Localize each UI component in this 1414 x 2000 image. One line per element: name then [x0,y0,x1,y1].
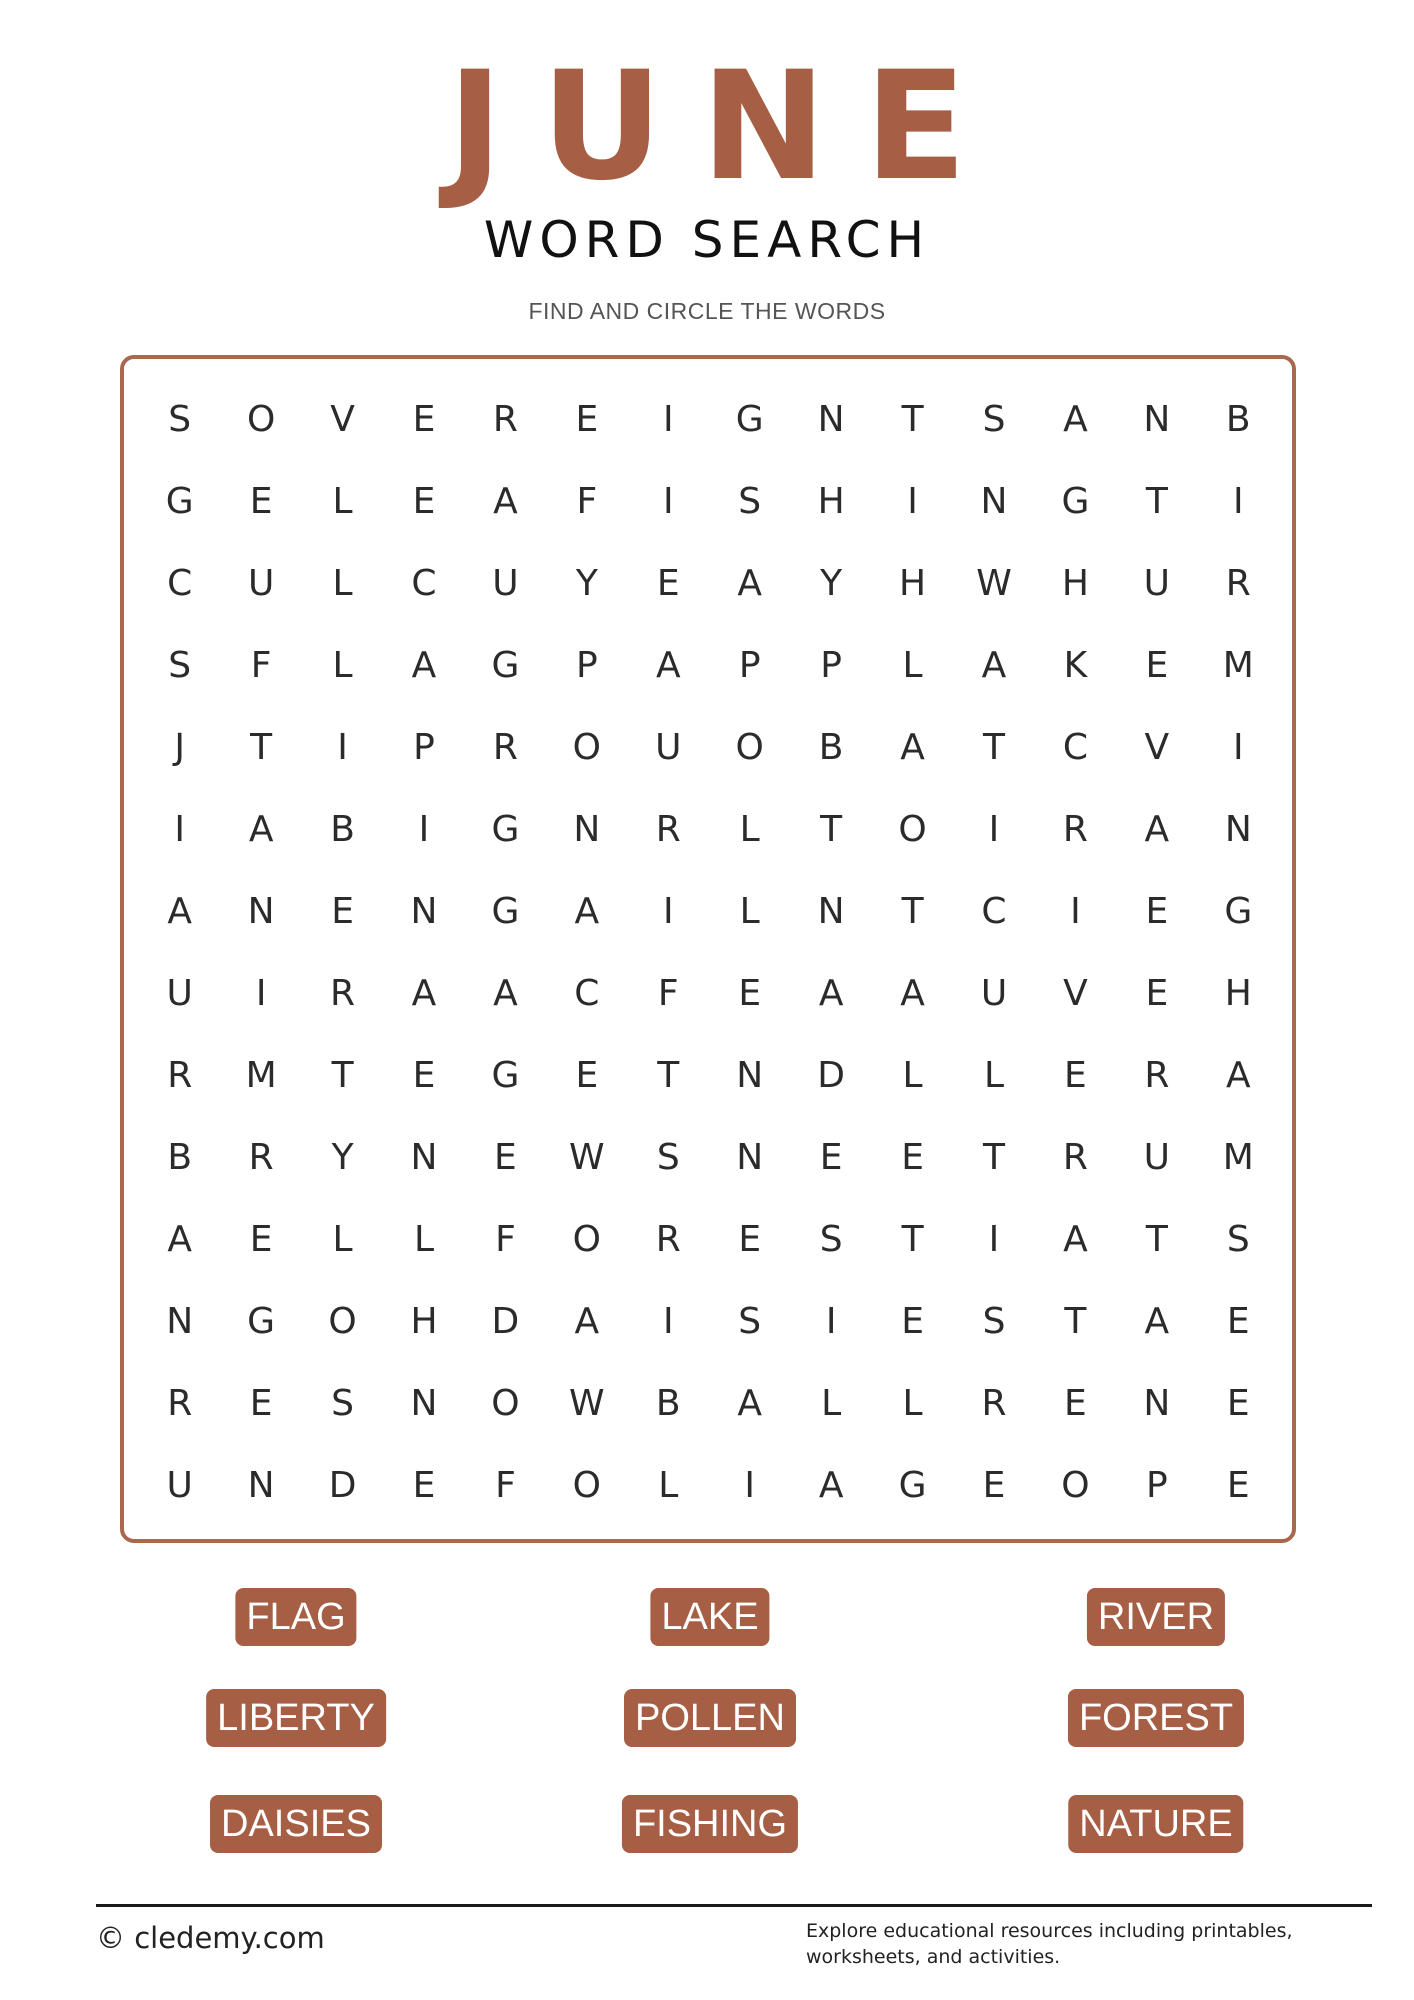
letter-grid [139,378,1279,1526]
grid-cell[interactable]: L [332,480,353,522]
grid-cell[interactable]: S [738,480,762,522]
grid-cell[interactable]: N [1224,808,1252,850]
grid-cell[interactable]: N [980,480,1008,522]
word-chip: FLAG [235,1588,356,1646]
grid-cell[interactable]: R [167,1382,193,1424]
grid-cell[interactable]: U [247,562,275,604]
grid-cell[interactable]: I [988,808,1000,850]
grid-cell[interactable]: I [662,480,674,522]
word-chip: RIVER [1087,1588,1225,1646]
grid-cell[interactable]: L [413,1218,435,1260]
grid-cell[interactable]: E [1226,1300,1250,1342]
grid-cell[interactable]: A [900,726,925,768]
grid-cell[interactable]: O [491,1382,520,1424]
grid-cell[interactable]: E [1064,1382,1087,1424]
grid-cell[interactable]: P [575,644,598,686]
grid-cell[interactable]: P [413,726,435,768]
grid-cell[interactable]: E [1064,1054,1087,1096]
grid-cell[interactable]: I [662,1300,674,1342]
grid-cell[interactable]: R [1144,1054,1170,1096]
grid-cell[interactable]: U [1143,1136,1171,1178]
grid-cell[interactable]: A [737,1382,763,1424]
grid-cell[interactable]: A [900,972,925,1014]
grid-cell[interactable]: B [655,1382,681,1424]
grid-cell[interactable]: L [739,808,760,850]
grid-cell[interactable]: A [1144,808,1170,850]
grid-cell[interactable]: E [1226,1464,1250,1506]
grid-cell[interactable]: A [1144,1300,1170,1342]
grid-cell[interactable]: G [491,890,520,932]
grid-cell[interactable]: G [1061,480,1090,522]
grid-cell[interactable]: R [1062,808,1088,850]
grid-cell[interactable]: A [167,890,193,932]
grid-cell[interactable]: I [255,972,267,1014]
grid-cell[interactable]: O [735,726,764,768]
grid-cell[interactable]: E [412,480,436,522]
grid-cell[interactable]: P [820,644,842,686]
grid-cell[interactable]: B [167,1136,193,1178]
grid-cell[interactable]: R [492,398,518,440]
grid-cell[interactable]: F [250,644,272,686]
word-chip: LIBERTY [206,1689,386,1747]
grid-cell[interactable]: O [572,726,602,768]
grid-cell[interactable]: M [245,1054,277,1096]
grid-cell[interactable]: A [574,890,600,932]
grid-cell[interactable]: A [655,644,681,686]
grid-cell[interactable]: E [901,1136,924,1178]
grid-cell[interactable]: U [166,972,193,1014]
grid-cell[interactable]: H [1061,562,1089,604]
grid-cell[interactable]: L [902,1054,923,1096]
grid-cell[interactable]: E [819,1136,843,1178]
grid-cell[interactable]: E [575,1054,599,1096]
grid-cell[interactable]: N [736,1054,764,1096]
grid-cell[interactable]: H [410,1300,438,1342]
grid-cell[interactable]: U [166,1464,193,1506]
grid-cell[interactable]: R [492,726,518,768]
grid-cell[interactable]: S [168,398,192,440]
grid-cell[interactable]: A [1063,1218,1088,1260]
grid-cell[interactable]: A [167,1218,193,1260]
grid-cell[interactable]: T [1064,1300,1087,1342]
grid-cell[interactable]: N [817,890,845,932]
grid-cell[interactable]: B [1225,398,1251,440]
grid-cell[interactable]: L [332,644,353,686]
grid-cell[interactable]: Y [820,562,843,604]
grid-cell[interactable]: T [901,398,924,440]
grid-cell[interactable]: I [907,480,918,522]
grid-cell[interactable]: A [737,562,763,604]
grid-cell[interactable]: L [658,1464,679,1506]
grid-cell[interactable]: C [411,562,437,604]
grid-cell[interactable]: S [982,398,1006,440]
grid-cell[interactable]: E [494,1136,517,1178]
grid-cell[interactable]: B [818,726,844,768]
grid-cell[interactable]: I [1232,726,1244,768]
grid-cell[interactable]: N [410,1136,438,1178]
grid-cell[interactable]: R [655,1218,681,1260]
grid-cell[interactable]: P [738,644,761,686]
grid-cell[interactable]: G [247,1300,276,1342]
grid-cell[interactable]: N [736,1136,764,1178]
grid-cell[interactable]: E [575,398,599,440]
grid-cell[interactable]: G [898,1464,927,1506]
instructions-text: FIND AND CIRCLE THE WORDS [528,298,886,324]
grid-cell[interactable]: T [250,726,273,768]
grid-cell[interactable]: J [174,726,186,768]
grid-cell[interactable]: N [166,1300,194,1342]
grid-cell[interactable]: E [412,1054,436,1096]
grid-cell[interactable]: T [657,1054,680,1096]
grid-cell[interactable]: L [902,644,923,686]
grid-cell[interactable]: H [899,562,927,604]
grid-cell[interactable]: S [331,1382,354,1424]
grid-cell[interactable]: L [739,890,760,932]
word-chip: NATURE [1068,1795,1243,1853]
grid-cell[interactable]: G [491,1054,520,1096]
grid-cell[interactable]: S [1226,1218,1250,1260]
grid-cell[interactable]: C [981,890,1007,932]
grid-cell[interactable]: E [1145,890,1169,932]
grid-cell[interactable]: N [573,808,601,850]
grid-cell[interactable]: O [328,1300,357,1342]
grid-cell[interactable]: E [738,1218,762,1260]
word-chip: LAKE [650,1588,769,1646]
grid-cell[interactable]: I [174,808,186,850]
page-title: JUNE [447,40,1005,214]
grid-cell[interactable]: B [330,808,355,850]
grid-cell[interactable]: U [1143,562,1171,604]
grid-cell[interactable]: P [1145,1464,1168,1506]
grid-cell[interactable]: N [1143,1382,1171,1424]
footer-tagline: Explore educational resources including printables, worksheets, and activities. [806,1920,1293,1968]
grid-cell[interactable]: W [976,562,1012,604]
grid-cell[interactable]: A [981,644,1007,686]
grid-cell[interactable]: E [1145,972,1169,1014]
grid-cell[interactable]: L [902,1382,923,1424]
grid-cell[interactable]: C [167,562,193,604]
grid-cell[interactable]: O [572,1218,602,1260]
grid-cell[interactable]: N [247,1464,275,1506]
grid-cell[interactable]: I [744,1464,756,1506]
grid-cell[interactable]: A [818,972,844,1014]
word-bank [120,1588,1296,1858]
word-chip: POLLEN [624,1689,796,1747]
grid-cell[interactable]: G [491,644,520,686]
grid-cell[interactable]: L [983,1054,1005,1096]
grid-cell[interactable]: I [337,726,348,768]
grid-cell[interactable]: M [1222,644,1254,686]
grid-cell[interactable]: V [330,398,355,440]
grid-cell[interactable]: V [1144,726,1170,768]
grid-cell[interactable]: L [332,562,353,604]
grid-cell[interactable]: U [492,562,519,604]
grid-cell[interactable]: G [735,398,764,440]
grid-cell[interactable]: U [980,972,1008,1014]
grid-cell[interactable]: T [901,890,924,932]
grid-cell[interactable]: A [574,1300,600,1342]
grid-cell[interactable]: N [247,890,275,932]
grid-cell[interactable]: C [574,972,600,1014]
grid-cell[interactable]: V [1063,972,1088,1014]
grid-cell[interactable]: E [412,1464,436,1506]
grid-cell[interactable]: I [1232,480,1244,522]
grid-cell[interactable]: F [495,1218,516,1260]
grid-cell[interactable]: S [656,1136,680,1178]
grid-cell[interactable]: N [1143,398,1171,440]
grid-cell[interactable]: A [1063,398,1088,440]
grid-cell[interactable]: E [901,1300,924,1342]
grid-cell[interactable]: C [1062,726,1088,768]
grid-cell[interactable]: F [657,972,679,1014]
grid-cell[interactable]: E [412,398,436,440]
grid-cell[interactable]: W [569,1136,605,1178]
grid-cell[interactable]: S [819,1218,843,1260]
footer-divider [96,1904,1372,1907]
grid-cell[interactable]: O [246,398,276,440]
grid-cell[interactable]: N [410,1382,438,1424]
grid-cell[interactable]: G [165,480,194,522]
footer-site[interactable]: © cledemy.com [96,1921,325,1955]
grid-cell[interactable]: S [168,644,192,686]
grid-cell[interactable]: A [818,1464,844,1506]
grid-cell[interactable]: E [1226,1382,1250,1424]
grid-cell[interactable]: L [821,1382,842,1424]
grid-cell[interactable]: E [656,562,680,604]
word-chip: FISHING [622,1795,798,1853]
grid-cell[interactable]: E [1145,644,1169,686]
grid-cell[interactable]: T [820,808,843,850]
grid-cell[interactable]: E [738,972,762,1014]
grid-cell[interactable]: T [1145,1218,1168,1260]
grid-cell[interactable]: I [662,890,674,932]
grid-cell[interactable]: A [493,972,518,1014]
grid-cell[interactable]: R [167,1054,193,1096]
grid-cell[interactable]: E [982,1464,1006,1506]
grid-cell[interactable]: T [901,1218,924,1260]
grid-cell[interactable]: Y [575,562,598,604]
page-subtitle: WORD SEARCH [483,211,931,269]
grid-cell[interactable]: T [1145,480,1168,522]
grid-cell[interactable]: L [332,1218,353,1260]
grid-cell[interactable]: A [1225,1054,1251,1096]
grid-cell[interactable]: T [982,1136,1005,1178]
grid-cell[interactable]: R [1062,1136,1088,1178]
grid-cell[interactable]: A [411,972,437,1014]
grid-cell[interactable]: E [249,1382,273,1424]
grid-cell[interactable]: U [655,726,682,768]
grid-cell[interactable]: A [411,644,437,686]
grid-cell[interactable]: R [330,972,356,1014]
grid-cell[interactable]: O [898,808,927,850]
grid-cell[interactable]: Y [331,1136,354,1178]
grid-cell[interactable]: T [331,1054,354,1096]
grid-cell[interactable]: O [1061,1464,1090,1506]
grid-cell[interactable]: A [493,480,518,522]
grid-cell[interactable]: S [982,1300,1006,1342]
word-chip: FOREST [1068,1689,1244,1747]
grid-cell[interactable]: T [982,726,1005,768]
grid-cell[interactable]: G [1224,890,1253,932]
grid-cell[interactable]: I [418,808,430,850]
grid-cell[interactable]: E [249,480,273,522]
grid-cell[interactable]: F [495,1464,516,1506]
grid-cell[interactable]: O [572,1464,602,1506]
grid-cell[interactable]: D [817,1054,845,1096]
grid-cell[interactable]: N [410,890,438,932]
grid-cell[interactable]: I [1070,890,1081,932]
grid-cell[interactable]: N [817,398,845,440]
grid-cell[interactable]: F [576,480,598,522]
grid-cell[interactable]: R [981,1382,1007,1424]
grid-cell[interactable]: H [1224,972,1252,1014]
grid-cell[interactable]: R [655,808,681,850]
grid-cell[interactable]: W [569,1382,605,1424]
grid-cell[interactable]: I [988,1218,1000,1260]
grid-cell[interactable]: K [1063,644,1088,686]
grid-cell[interactable]: M [1222,1136,1254,1178]
grid-cell[interactable]: E [249,1218,273,1260]
grid-cell[interactable]: I [662,398,674,440]
grid-cell[interactable]: E [331,890,354,932]
grid-cell[interactable]: A [248,808,274,850]
grid-cell[interactable]: R [1225,562,1251,604]
grid-cell[interactable]: S [738,1300,762,1342]
grid-cell[interactable]: G [491,808,520,850]
grid-cell[interactable]: I [825,1300,837,1342]
grid-cell[interactable]: D [328,1464,357,1506]
grid-cell[interactable]: D [491,1300,520,1342]
grid-cell[interactable]: R [248,1136,274,1178]
grid-cell[interactable]: H [817,480,845,522]
word-chip: DAISIES [210,1795,382,1853]
